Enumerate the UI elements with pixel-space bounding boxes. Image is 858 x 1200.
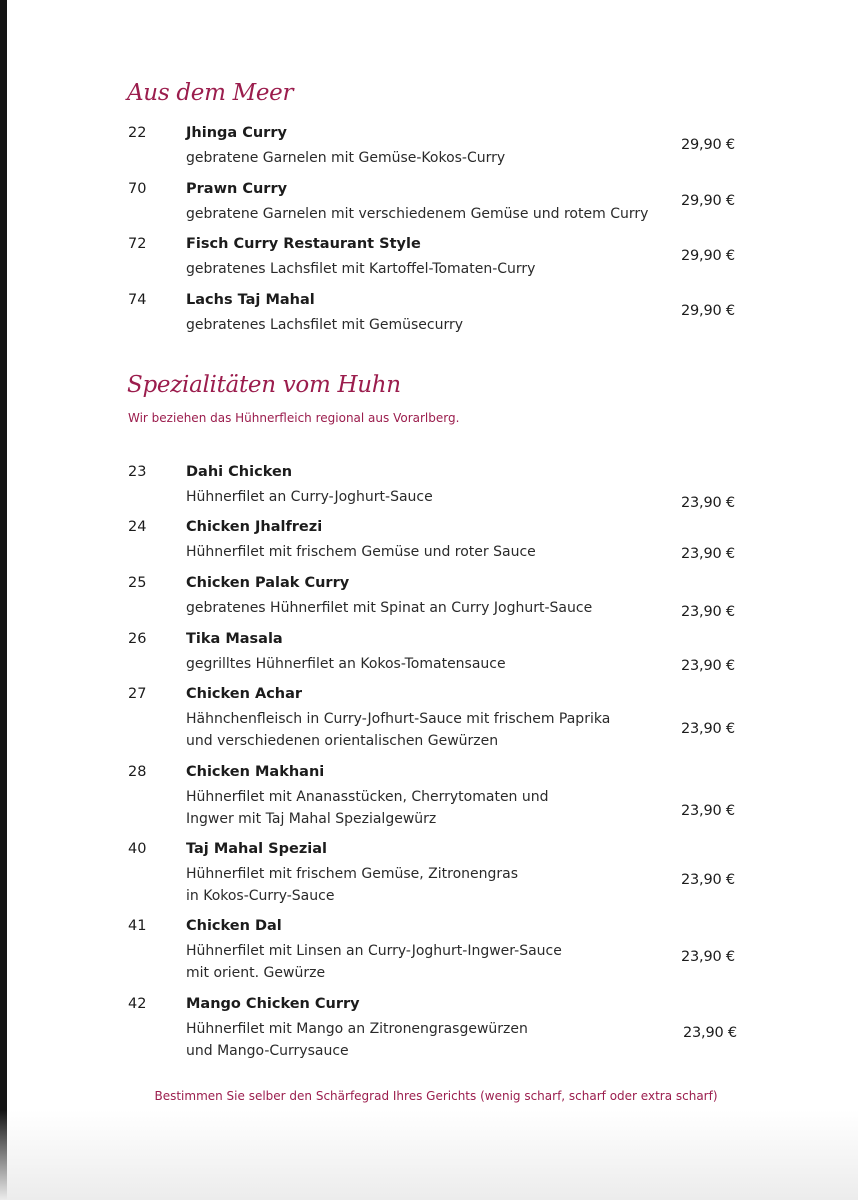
item-description: gebratenes Lachsfilet mit Gemüsecurry xyxy=(186,317,464,333)
item-price: 29,90 € xyxy=(681,193,735,209)
item-name: Jhinga Curry xyxy=(186,125,287,141)
item-name: Chicken Jhalfrezi xyxy=(186,519,323,535)
item-name: Fisch Curry Restaurant Style xyxy=(186,236,421,252)
item-number: 41 xyxy=(128,918,147,934)
item-number: 22 xyxy=(128,125,147,141)
item-price: 23,90 € xyxy=(681,495,735,511)
item-description: gegrilltes Hühnerfilet an Kokos-Tomatensauce xyxy=(186,656,506,672)
item-price: 29,90 € xyxy=(681,248,735,264)
item-price: 29,90 € xyxy=(681,303,735,319)
section-title-chicken: Spezialitäten vom Huhn xyxy=(127,372,401,398)
item-name: Taj Mahal Spezial xyxy=(186,841,327,857)
item-price: 23,90 € xyxy=(681,949,735,965)
item-description: Hühnerfilet mit Linsen an Curry-Joghurt-Ingwer-Sauce mit orient. Gewürze xyxy=(186,943,562,981)
item-number: 27 xyxy=(128,686,147,702)
item-number: 24 xyxy=(128,519,147,535)
item-price: 23,90 € xyxy=(681,803,735,819)
item-price: 23,90 € xyxy=(681,658,735,674)
item-description: gebratene Garnelen mit verschiedenem Gemüse und rotem Curry xyxy=(186,206,649,222)
item-description: Hühnerfilet mit Mango an Zitronengrasgewürzen und Mango-Currysauce xyxy=(186,1021,528,1059)
item-number: 42 xyxy=(128,996,147,1012)
item-price: 23,90 € xyxy=(681,721,735,737)
item-name: Dahi Chicken xyxy=(186,464,293,480)
item-name: Tika Masala xyxy=(186,631,283,647)
item-number: 74 xyxy=(128,292,147,308)
section-title-seafood: Aus dem Meer xyxy=(127,80,294,106)
item-price: 23,90 € xyxy=(681,872,735,888)
item-description: gebratenes Hühnerfilet mit Spinat an Curry Joghurt-Sauce xyxy=(186,600,593,616)
item-number: 70 xyxy=(128,181,147,197)
item-number: 23 xyxy=(128,464,147,480)
item-price: 23,90 € xyxy=(681,604,735,620)
spiciness-note: Bestimmen Sie selber den Schärfegrad Ihres Gerichts (wenig scharf, scharf oder extra scharf) xyxy=(154,1089,718,1103)
item-number: 26 xyxy=(128,631,147,647)
item-name: Chicken Achar xyxy=(186,686,303,702)
item-price: 23,90 € xyxy=(683,1025,737,1041)
item-price: 23,90 € xyxy=(681,546,735,562)
item-number: 72 xyxy=(128,236,147,252)
item-name: Chicken Palak Curry xyxy=(186,575,350,591)
item-number: 40 xyxy=(128,841,147,857)
item-number: 25 xyxy=(128,575,147,591)
item-description: Hühnerfilet an Curry-Joghurt-Sauce xyxy=(186,489,433,505)
item-name: Lachs Taj Mahal xyxy=(186,292,315,308)
item-description: Hähnchenfleisch in Curry-Jofhurt-Sauce mit frischem Paprika und verschiedenen orientalischen Gewürzen xyxy=(186,711,611,749)
item-name: Mango Chicken Curry xyxy=(186,996,360,1012)
item-name: Prawn Curry xyxy=(186,181,288,197)
item-description: Hühnerfilet mit frischem Gemüse, Zitronengras in Kokos-Curry-Sauce xyxy=(186,866,519,904)
item-description: gebratenes Lachsfilet mit Kartoffel-Tomaten-Curry xyxy=(186,261,536,277)
item-name: Chicken Makhani xyxy=(186,764,325,780)
page-left-edge xyxy=(0,0,7,1200)
item-description: gebratene Garnelen mit Gemüse-Kokos-Curry xyxy=(186,150,506,166)
item-number: 28 xyxy=(128,764,147,780)
item-price: 29,90 € xyxy=(681,137,735,153)
item-name: Chicken Dal xyxy=(186,918,282,934)
section-note: Wir beziehen das Hühnerfleich regional aus Vorarlberg. xyxy=(128,411,460,425)
bottom-shadow xyxy=(0,1110,858,1200)
item-description: Hühnerfilet mit frischem Gemüse und roter Sauce xyxy=(186,544,536,560)
item-description: Hühnerfilet mit Ananasstücken, Cherrytomaten und Ingwer mit Taj Mahal Spezialgewürz xyxy=(186,789,549,827)
